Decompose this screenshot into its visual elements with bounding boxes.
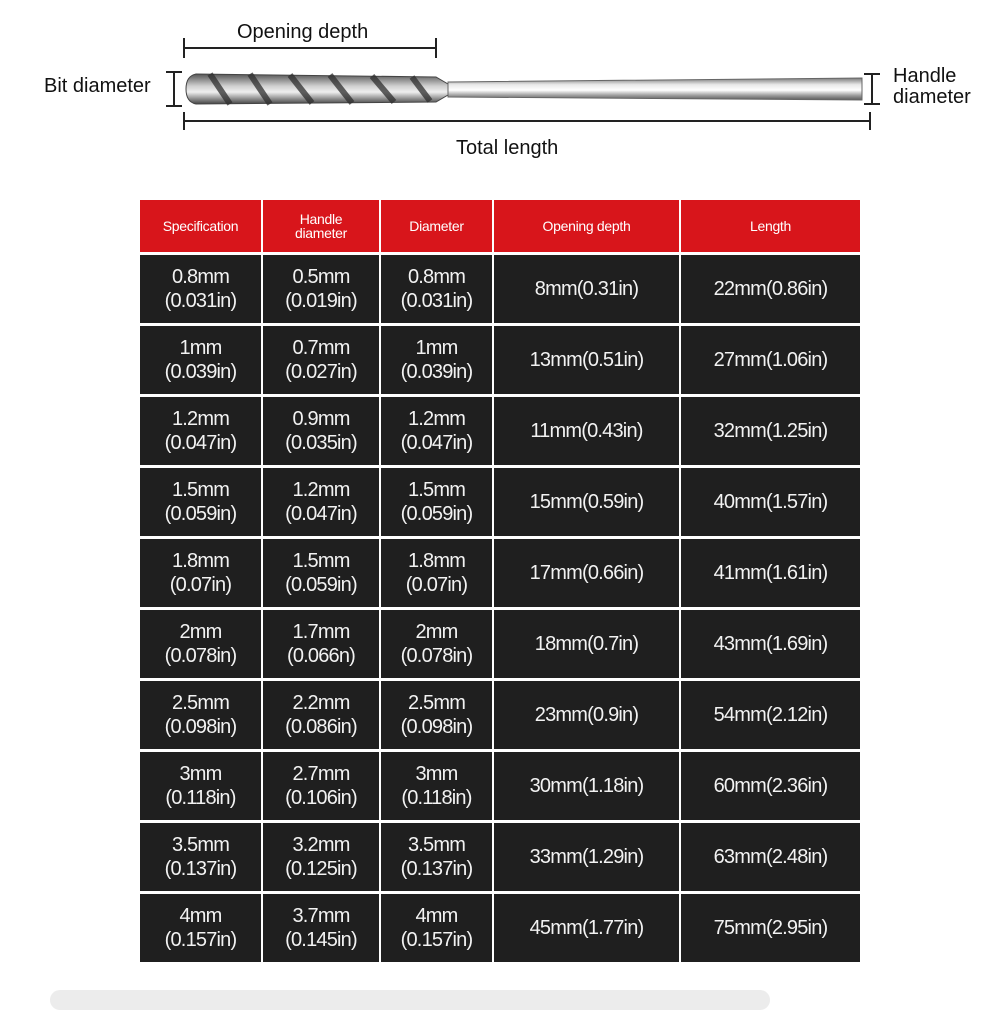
cell-specification-in: (0.039in) bbox=[164, 361, 237, 383]
cell-opening-depth: 18mm(0.7in) bbox=[493, 609, 680, 680]
total-length-label: Total length bbox=[456, 137, 559, 159]
cell-diameter-mm: 1.5mm bbox=[407, 479, 466, 501]
cell-length: 27mm(1.06in) bbox=[680, 325, 860, 396]
cell-opening-depth: 23mm(0.9in) bbox=[493, 680, 680, 751]
cell-opening-depth: 17mm(0.66in) bbox=[493, 538, 680, 609]
table-row bbox=[140, 893, 860, 963]
bottom-shadow bbox=[50, 990, 770, 1010]
cell-specification bbox=[140, 751, 262, 822]
cell-specification-mm: 3mm bbox=[179, 763, 222, 785]
cell-specification-mm: 1.8mm bbox=[171, 550, 230, 572]
cell-diameter bbox=[380, 325, 493, 396]
table-row bbox=[140, 396, 860, 467]
cell-specification-in: (0.078in) bbox=[164, 645, 237, 667]
handle-diameter-label-line1: Handle bbox=[893, 65, 957, 87]
cell-diameter-in: (0.039in) bbox=[400, 361, 473, 383]
cell-diameter-mm: 1mm bbox=[415, 337, 458, 359]
cell-handle-diameter-mm: 2.7mm bbox=[292, 763, 350, 785]
cell-diameter bbox=[380, 467, 493, 538]
cell-specification-mm: 0.8mm bbox=[171, 266, 230, 288]
cell-diameter-in: (0.098in) bbox=[400, 716, 473, 738]
cell-specification-in: (0.137in) bbox=[164, 858, 237, 880]
header-handle-line2: diameter bbox=[294, 225, 348, 241]
cell-specification-in: (0.031in) bbox=[164, 290, 237, 312]
cell-handle-diameter bbox=[262, 609, 380, 680]
cell-length: 41mm(1.61in) bbox=[680, 538, 860, 609]
cell-handle-diameter-in: (0.027in) bbox=[285, 361, 357, 383]
table-row bbox=[140, 751, 860, 822]
cell-diameter bbox=[380, 751, 493, 822]
cell-specification bbox=[140, 254, 262, 325]
cell-handle-diameter-mm: 1.2mm bbox=[292, 479, 350, 501]
header-length: Length bbox=[680, 200, 860, 254]
cell-length: 54mm(2.12in) bbox=[680, 680, 860, 751]
cell-specification-mm: 3.5mm bbox=[171, 834, 230, 856]
cell-specification-in: (0.059in) bbox=[164, 503, 237, 525]
cell-specification-mm: 2.5mm bbox=[171, 692, 230, 714]
cell-diameter bbox=[380, 822, 493, 893]
cell-diameter-in: (0.047in) bbox=[400, 432, 473, 454]
cell-handle-diameter-in: (0.035in) bbox=[285, 432, 357, 454]
cell-handle-diameter bbox=[262, 325, 380, 396]
cell-length: 63mm(2.48in) bbox=[680, 822, 860, 893]
table-row bbox=[140, 609, 860, 680]
table-row bbox=[140, 538, 860, 609]
drill-bit-diagram bbox=[0, 0, 1001, 180]
cell-handle-diameter-in: (0.145in) bbox=[285, 929, 357, 951]
handle-diameter-label-line2: diameter bbox=[893, 86, 971, 108]
cell-handle-diameter-in: (0.066n) bbox=[286, 645, 356, 667]
cell-diameter-in: (0.078in) bbox=[400, 645, 473, 667]
cell-length: 40mm(1.57in) bbox=[680, 467, 860, 538]
cell-opening-depth: 30mm(1.18in) bbox=[493, 751, 680, 822]
cell-handle-diameter-mm: 1.7mm bbox=[292, 621, 350, 643]
header-specification: Specification bbox=[140, 200, 262, 254]
spec-table-container bbox=[140, 200, 860, 962]
cell-handle-diameter-mm: 2.2mm bbox=[292, 692, 350, 714]
cell-specification bbox=[140, 822, 262, 893]
cell-specification-in: (0.118in) bbox=[165, 787, 236, 809]
cell-specification-in: (0.047in) bbox=[164, 432, 237, 454]
cell-diameter-in: (0.031in) bbox=[400, 290, 473, 312]
cell-diameter-mm: 3.5mm bbox=[407, 834, 466, 856]
cell-diameter-mm: 1.2mm bbox=[407, 408, 466, 430]
cell-handle-diameter-in: (0.106in) bbox=[285, 787, 357, 809]
cell-opening-depth: 8mm(0.31in) bbox=[493, 254, 680, 325]
drill-bit-shank bbox=[448, 78, 862, 100]
cell-specification-in: (0.157in) bbox=[164, 929, 237, 951]
bit-diameter-label: Bit diameter bbox=[44, 75, 151, 97]
cell-specification-mm: 1.5mm bbox=[171, 479, 230, 501]
cell-length: 60mm(2.36in) bbox=[680, 751, 860, 822]
table-row bbox=[140, 254, 860, 325]
cell-length: 75mm(2.95in) bbox=[680, 893, 860, 963]
cell-handle-diameter-in: (0.086in) bbox=[285, 716, 357, 738]
cell-specification bbox=[140, 325, 262, 396]
cell-length: 22mm(0.86in) bbox=[680, 254, 860, 325]
cell-length: 32mm(1.25in) bbox=[680, 396, 860, 467]
cell-diameter-in: (0.07in) bbox=[405, 574, 468, 596]
cell-diameter-mm: 0.8mm bbox=[407, 266, 466, 288]
cell-opening-depth: 11mm(0.43in) bbox=[493, 396, 680, 467]
cell-specification-mm: 1mm bbox=[179, 337, 222, 359]
cell-specification-mm: 4mm bbox=[179, 905, 222, 927]
cell-diameter bbox=[380, 396, 493, 467]
cell-handle-diameter bbox=[262, 538, 380, 609]
cell-diameter-mm: 2.5mm bbox=[407, 692, 466, 714]
cell-handle-diameter-mm: 3.2mm bbox=[292, 834, 350, 856]
cell-specification bbox=[140, 609, 262, 680]
cell-specification-mm: 1.2mm bbox=[171, 408, 230, 430]
cell-length: 43mm(1.69in) bbox=[680, 609, 860, 680]
cell-handle-diameter bbox=[262, 396, 380, 467]
cell-handle-diameter-in: (0.125in) bbox=[285, 858, 357, 880]
cell-handle-diameter-mm: 0.7mm bbox=[292, 337, 350, 359]
cell-handle-diameter-in: (0.047in) bbox=[285, 503, 357, 525]
cell-specification bbox=[140, 680, 262, 751]
cell-diameter-mm: 4mm bbox=[415, 905, 458, 927]
cell-diameter-in: (0.137in) bbox=[400, 858, 473, 880]
cell-specification bbox=[140, 396, 262, 467]
opening-depth-label: Opening depth bbox=[237, 21, 369, 43]
cell-specification-mm: 2mm bbox=[179, 621, 222, 643]
cell-handle-diameter bbox=[262, 467, 380, 538]
cell-handle-diameter bbox=[262, 893, 380, 963]
table-header-row bbox=[140, 200, 860, 254]
cell-diameter bbox=[380, 254, 493, 325]
cell-opening-depth: 15mm(0.59in) bbox=[493, 467, 680, 538]
cell-opening-depth: 45mm(1.77in) bbox=[493, 893, 680, 963]
cell-diameter bbox=[380, 538, 493, 609]
cell-diameter bbox=[380, 893, 493, 963]
cell-handle-diameter-mm: 1.5mm bbox=[292, 550, 350, 572]
cell-diameter-mm: 2mm bbox=[415, 621, 458, 643]
header-handle-line1: Handle bbox=[299, 211, 343, 227]
cell-specification-in: (0.07in) bbox=[169, 574, 232, 596]
cell-diameter-in: (0.157in) bbox=[400, 929, 473, 951]
cell-handle-diameter bbox=[262, 822, 380, 893]
cell-specification-in: (0.098in) bbox=[164, 716, 237, 738]
cell-handle-diameter bbox=[262, 680, 380, 751]
handle-diameter-label bbox=[893, 66, 971, 108]
header-opening-depth: Opening depth bbox=[493, 200, 680, 254]
cell-handle-diameter-mm: 0.9mm bbox=[292, 408, 350, 430]
cell-diameter bbox=[380, 680, 493, 751]
cell-handle-diameter-mm: 0.5mm bbox=[292, 266, 350, 288]
cell-opening-depth: 13mm(0.51in) bbox=[493, 325, 680, 396]
table-row bbox=[140, 325, 860, 396]
cell-handle-diameter bbox=[262, 254, 380, 325]
table-row bbox=[140, 680, 860, 751]
cell-handle-diameter-in: (0.019in) bbox=[285, 290, 357, 312]
cell-specification bbox=[140, 538, 262, 609]
cell-diameter-in: (0.059in) bbox=[400, 503, 473, 525]
cell-diameter-mm: 3mm bbox=[415, 763, 458, 785]
cell-specification bbox=[140, 893, 262, 963]
cell-diameter-in: (0.118in) bbox=[401, 787, 472, 809]
header-diameter: Diameter bbox=[380, 200, 493, 254]
cell-specification bbox=[140, 467, 262, 538]
cell-handle-diameter bbox=[262, 751, 380, 822]
header-handle-diameter bbox=[262, 200, 380, 254]
spec-table bbox=[140, 200, 860, 962]
table-row bbox=[140, 467, 860, 538]
cell-handle-diameter-mm: 3.7mm bbox=[292, 905, 350, 927]
table-row bbox=[140, 822, 860, 893]
cell-diameter-mm: 1.8mm bbox=[407, 550, 466, 572]
cell-handle-diameter-in: (0.059in) bbox=[285, 574, 357, 596]
cell-diameter bbox=[380, 609, 493, 680]
cell-opening-depth: 33mm(1.29in) bbox=[493, 822, 680, 893]
